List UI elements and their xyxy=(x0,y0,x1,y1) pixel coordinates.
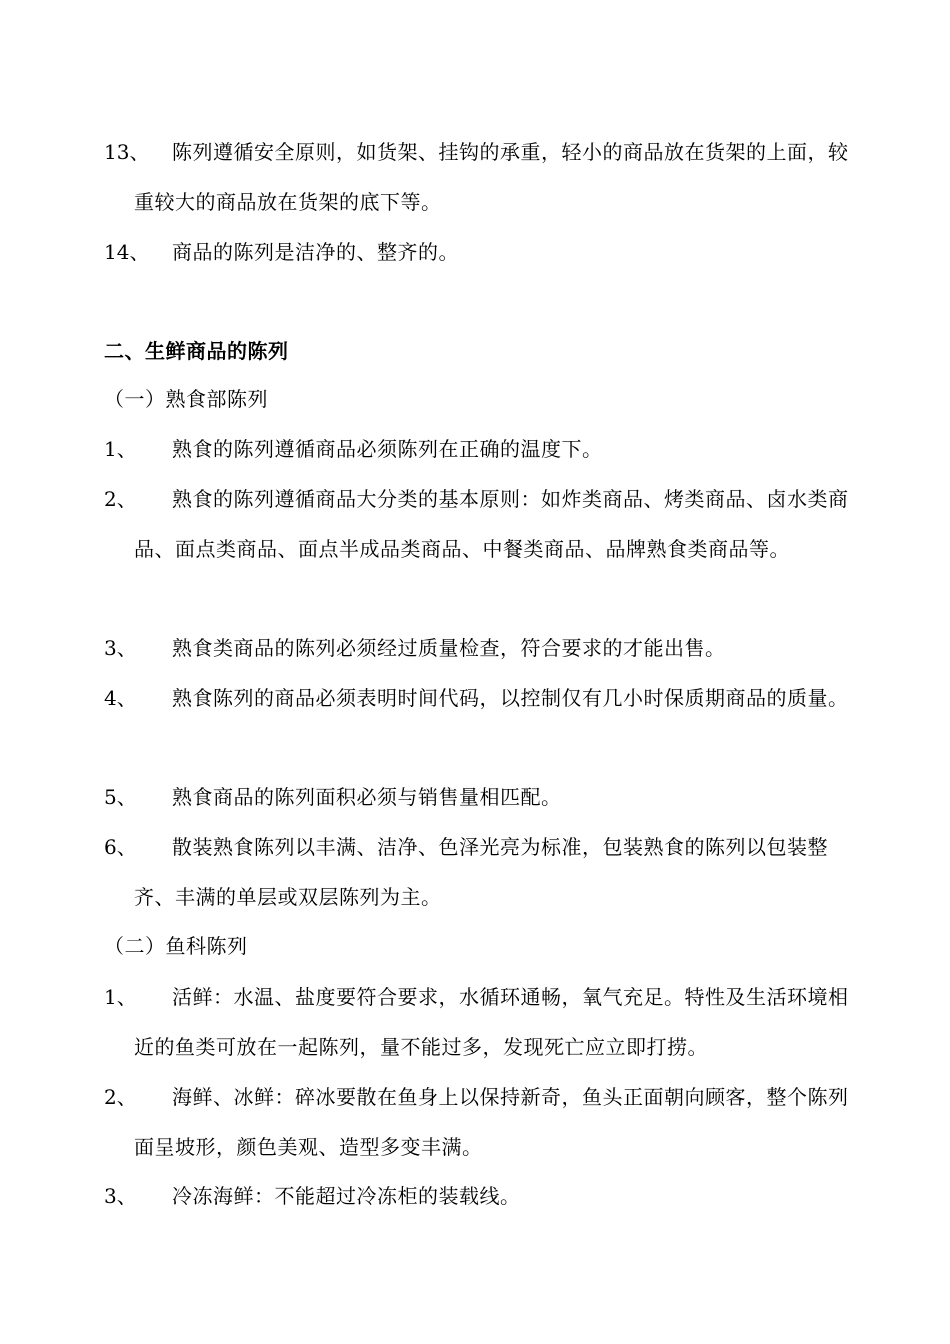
item-text: 熟食的陈列遵循商品必须陈列在正确的温度下。 xyxy=(172,437,603,461)
subsection-heading: （二）鱼科陈列 xyxy=(104,934,248,958)
list-item xyxy=(104,474,849,574)
list-item xyxy=(104,772,849,822)
list-item xyxy=(104,972,849,1072)
list-item xyxy=(104,673,849,723)
item-text: 熟食类商品的陈列必须经过质量检查，符合要求的才能出售。 xyxy=(172,636,726,660)
list-item xyxy=(104,1072,849,1172)
item-text: 商品的陈列是洁净的、整齐的。 xyxy=(172,240,459,264)
item-number: 6、 xyxy=(104,835,137,859)
item-number: 14、 xyxy=(104,240,150,264)
list-item xyxy=(104,227,849,277)
list-item xyxy=(104,127,849,227)
item-number: 5、 xyxy=(104,785,137,809)
item-text: 海鲜、冰鲜：碎冰要散在鱼身上以保持新奇，鱼头正面朝向顾客，整个陈列面呈坡形，颜色美观、造型多变丰满。 xyxy=(134,1085,849,1159)
item-number: 4、 xyxy=(104,686,137,710)
item-text: 熟食陈列的商品必须表明时间代码，以控制仅有几小时保质期商品的质量。 xyxy=(172,686,849,710)
item-text: 熟食商品的陈列面积必须与销售量相匹配。 xyxy=(172,785,562,809)
section-heading: 二、生鲜商品的陈列 xyxy=(104,339,289,363)
item-text: 熟食的陈列遵循商品大分类的基本原则：如炸类商品、烤类商品、卤水类商品、面点类商品、面点半成品类商品、中餐类商品、品牌熟食类商品等。 xyxy=(134,487,849,561)
list-item xyxy=(104,822,849,922)
list-item xyxy=(104,1171,849,1221)
item-text: 散装熟食陈列以丰满、洁净、色泽光亮为标准，包装熟食的陈列以包装整齐、丰满的单层或双层陈列为主。 xyxy=(134,835,828,909)
list-item xyxy=(104,623,849,673)
item-text: 活鲜：水温、盐度要符合要求，水循环通畅，氧气充足。特性及生活环境相近的鱼类可放在一起陈列，量不能过多，发现死亡应立即打捞。 xyxy=(134,985,849,1059)
item-number: 2、 xyxy=(104,487,137,511)
item-number: 3、 xyxy=(104,636,137,660)
item-text: 陈列遵循安全原则，如货架、挂钩的承重，轻小的商品放在货架的上面，较重较大的商品放在货架的底下等。 xyxy=(134,140,849,214)
subsection-heading: （一）熟食部陈列 xyxy=(104,387,268,411)
item-text: 冷冻海鲜：不能超过冷冻柜的装载线。 xyxy=(172,1184,521,1208)
item-number: 1、 xyxy=(104,437,137,461)
item-number: 13、 xyxy=(104,140,150,164)
item-number: 1、 xyxy=(104,985,137,1009)
item-number: 3、 xyxy=(104,1184,137,1208)
list-item xyxy=(104,424,849,474)
item-number: 2、 xyxy=(104,1085,137,1109)
